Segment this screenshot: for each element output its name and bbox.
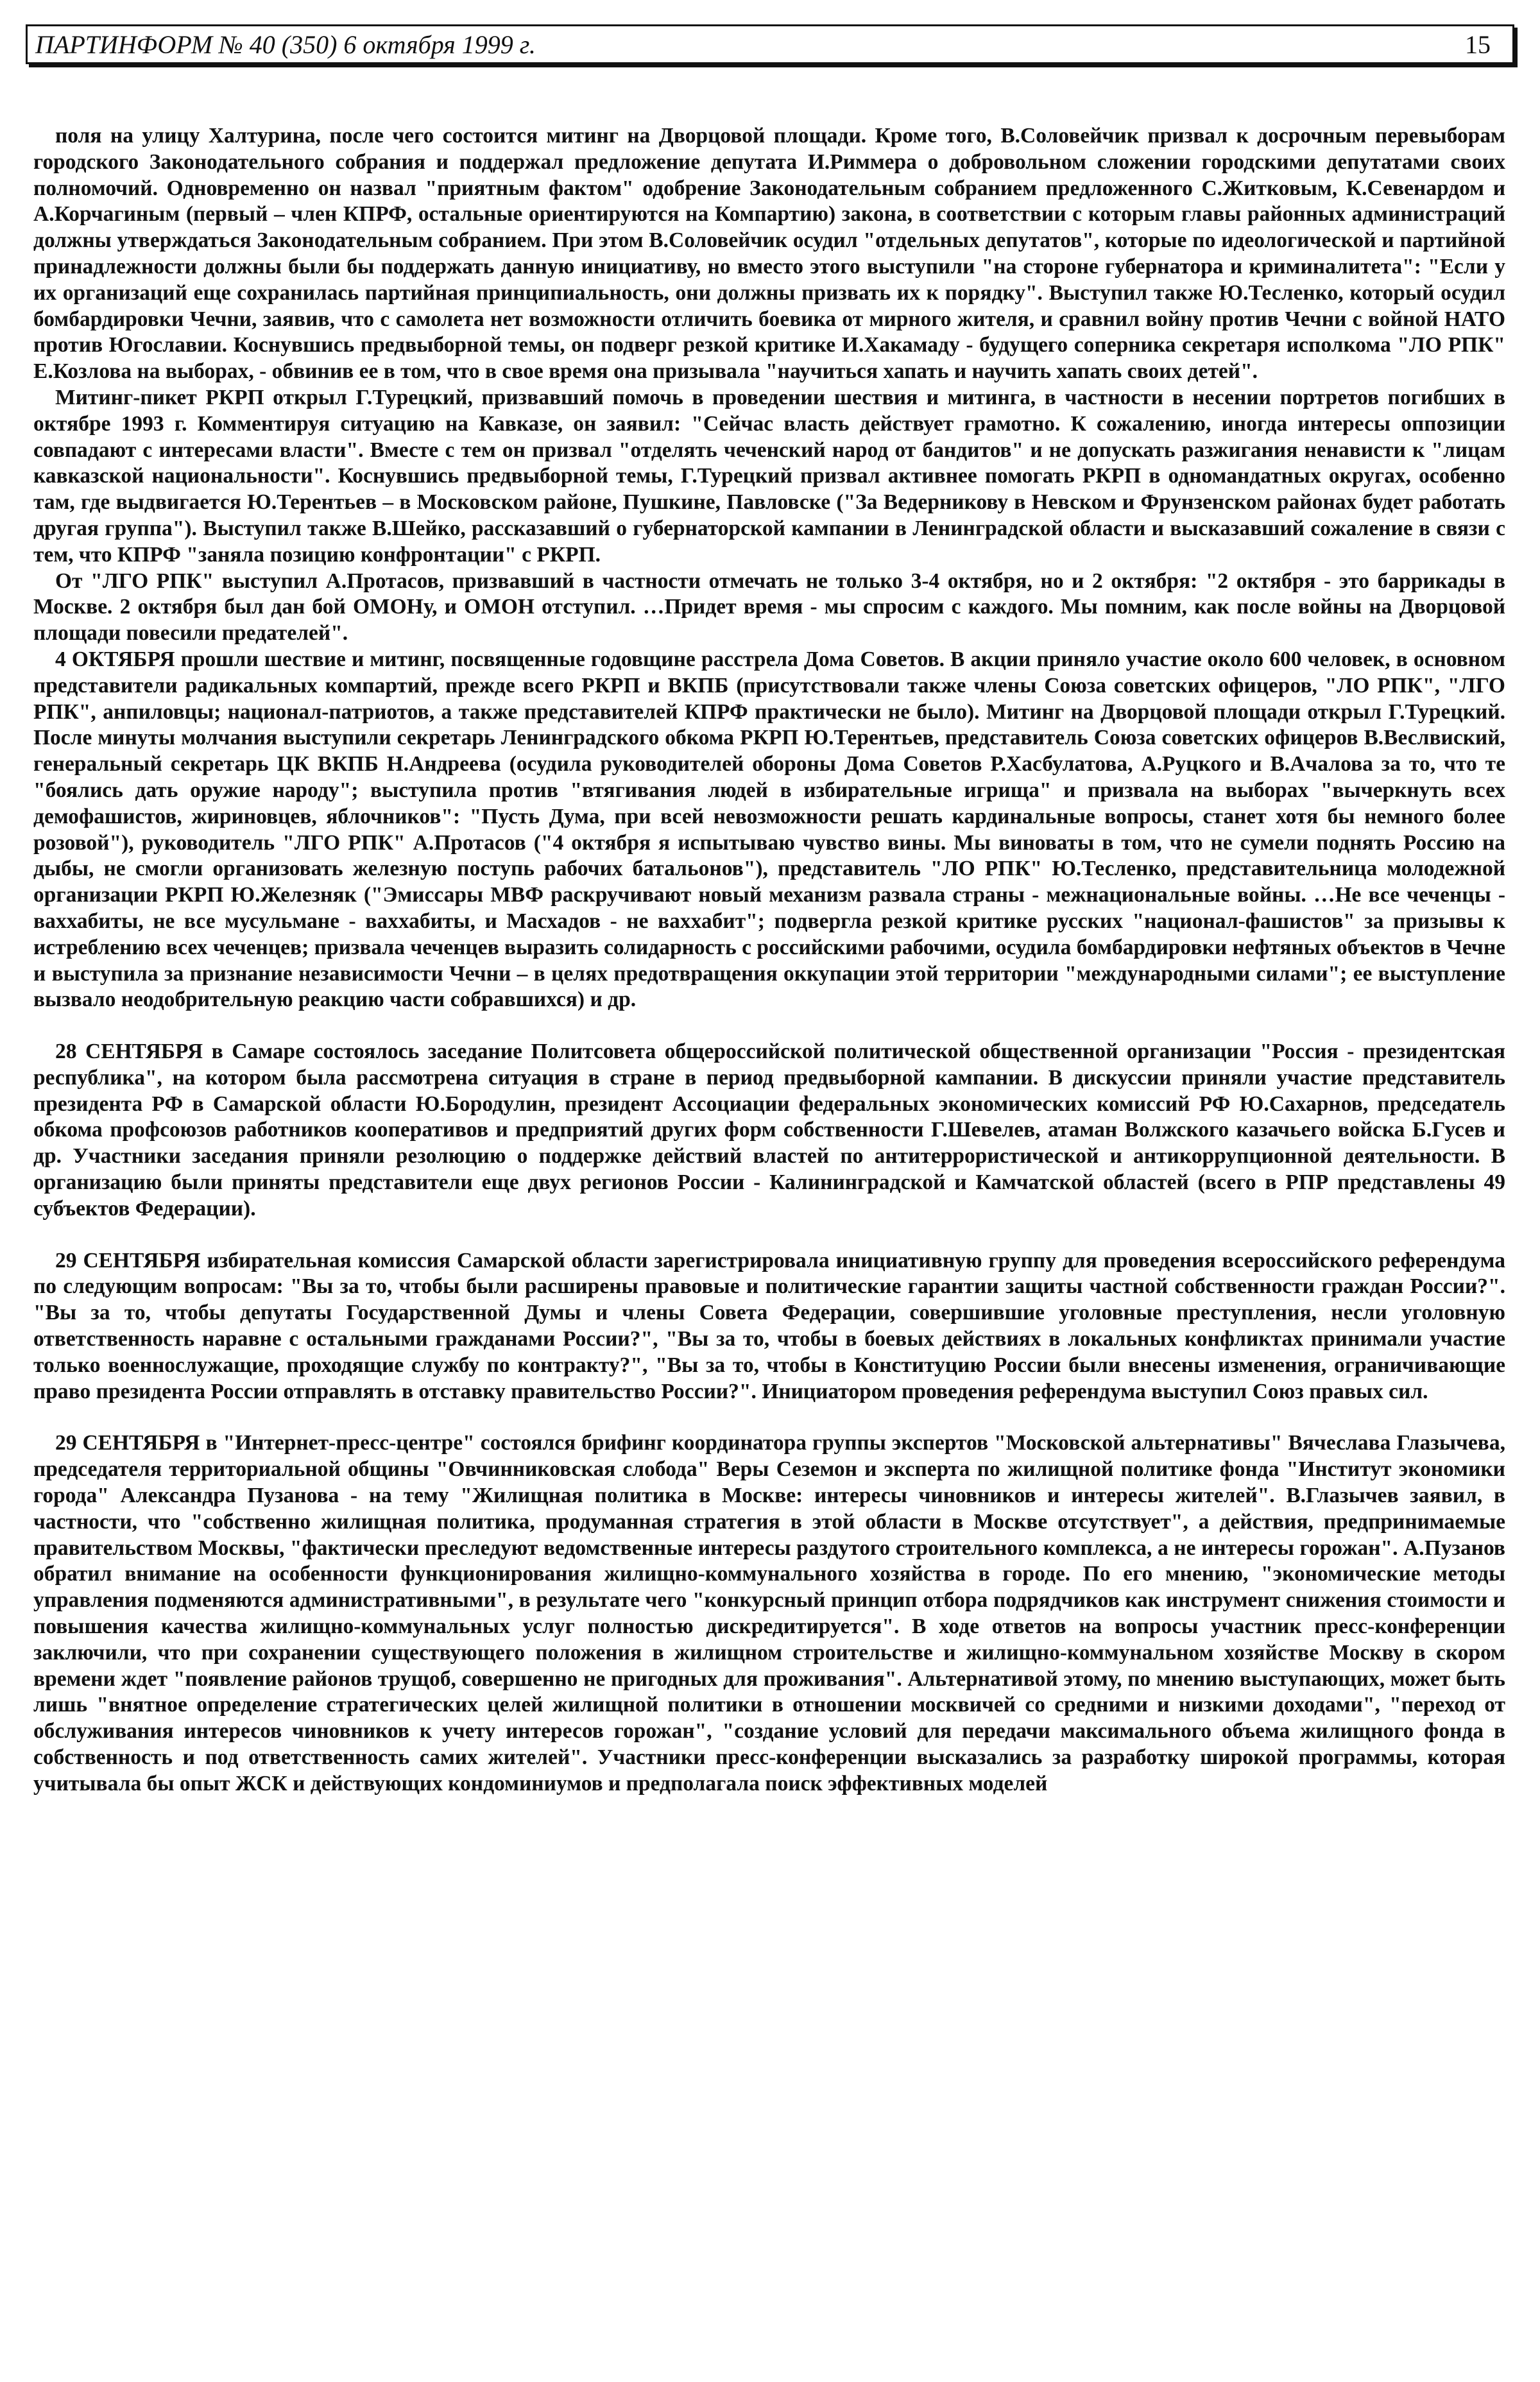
- paragraph: От "ЛГО РПК" выступил А.Протасов, призвавший в частности отмечать не только 3-4 октября, но и 2 октября: "2 октября - это баррикады в Москве. 2 октября был дан бой ОМОНу, и ОМОН отступил. …Придет время - мы спросим с каждого. Мы помним, как после войны на Дворцовой площади повесили предателей".: [33, 569, 1505, 646]
- page-header: [26, 24, 1514, 64]
- paragraph: поля на улицу Халтурина, после чего состоится митинг на Дворцовой площади. Кроме того, В.Соловейчик призвал к досрочным перевыборам городского Законодательного собрания и поддержал предложение депутата И.Риммера о добровольном сложении городскими депутатами своих полномочий. Одновременно он назвал "приятным фактом" одобрение Законодательным собранием предложенного С.Житковым, К.Севенардом и А.Корчагиным (первый – член КПРФ, остальные ориентируются на Компартию) закона, в соответствии с которым главы районных администраций должны утверждаться Законодательным собранием. При этом В.Соловейчик осудил "отдельных депутатов", которые по идеологической и партийной принадлежности должны были бы поддержать данную инициативу, но вместо этого выступили "на стороне губернатора и криминалитета": "Если у их организаций еще сохранилась партийная принципиальность, они должны призвать их к порядку". Выступил также Ю.Тесленко, который осудил бомбардировки Чечни, заявив, что с самолета нет возможности отличить боевика от мирного жителя, и сравнил войну против Чечни с войной НАТО против Югославии. Коснувшись предвыборной темы, он подверг резкой критике И.Хакамаду - будущего соперника секретаря исполкома "ЛО РПК" Е.Козлова на выборах, - обвинив ее в том, что в свое время она призывала "научиться хапать и научить хапать своих детей".: [33, 124, 1505, 384]
- paragraph: 4 ОКТЯБРЯ прошли шествие и митинг, посвященные годовщине расстрела Дома Советов. В акции приняло участие около 600 человек, в основном представители радикальных компартий, прежде всего РКРП и ВКПБ (присутствовали также члены Союза советских офицеров, "ЛО РПК", "ЛГО РПК", анпиловцы; национал-патриотов, а также представителей КПРФ практически не было). Митинг на Дворцовой площади открыл Г.Турецкий. После минуты молчания выступили секретарь Ленинградского обкома РКРП Ю.Терентьев, представитель Союза советских офицеров В.Веслвиский, генеральный секретарь ЦК ВКПБ Н.Андреева (осудила руководителей обороны Дома Советов Р.Хасбулатова, А.Руцкого и В.Ачалова за то, что те "боялись дать оружие народу"; выступила против "втягивания людей в избирательные игрища" и призвала на выборах "вычеркнуть всех демофашистов, жириновцев, яблочников": "Пусть Дума, при всей невозможности решать кардинальные вопросы, станет хотя бы немного более розовой"), руководитель "ЛГО РПК" А.Протасов ("4 октября я испытываю чувство вины. Мы виноваты в том, что не сумели поднять Россию на дыбы, не смогли организовать железную поступь рабочих батальонов"), представитель "ЛО РПК" Ю.Тесленко, представительница молодежной организации РКРП Ю.Железняк ("Эмиссары МВФ раскручивают новый механизм развала страны - межнациональные войны. …Не все чеченцы - ваххабиты, не все мусульмане - ваххабиты, и Масхадов - не ваххабит"; подвергла резкой критике русских "национал-фашистов" за призывы к истреблению всех чеченцев; призвала чеченцев выразить солидарность с российскими рабочими, осудила бомбардировки нефтяных объектов в Чечне и выступила за признание независимости Чечни – в целях предотвращения оккупации этой территории "международными силами"; ее выступление вызвало неодобрительную реакцию части собравшихся) и др.: [33, 647, 1505, 1012]
- article-body: [33, 123, 1505, 1797]
- paragraph: 29 СЕНТЯБРЯ в "Интернет-пресс-центре" состоялся брифинг координатора группы экспертов "Московской альтернативы" Вячеслава Глазычева, председателя территориальной общины "Овчинниковская слобода" Веры Сеземон и эксперта по жилищной политике фонда "Институт экономики города" Александра Пузанова - на тему "Жилищная политика в Москве: интересы чиновников и интересы жителей". В.Глазычев заявил, в частности, что "собственно жилищная политика, продуманная стратегия в этой области в Москве отсутствует", а действия, предпринимаемые правительством Москвы, "фактически преследуют ведомственные интересы раздутого строительного комплекса, а не интересы горожан". А.Пузанов обратил внимание на особенности функционирования жилищно-коммунального хозяйства в городе. По его мнению, "экономические методы управления подменяются административными", в результате чего "конкурсный принцип отбора подрядчиков как инструмент снижения стоимости и повышения качества жилищно-коммунальных услуг полностью дискредитируется". В ходе ответов на вопросы участник пресс-конференции заключили, что при сохранении существующего положения в жилищном строительстве и жилищно-коммунальном хозяйстве Москву в скором времени ждет "появление районов трущоб, совершенно не пригодных для проживания". Альтернативой этому, по мнению выступающих, может быть лишь "внятное определение стратегических целей жилищной политики в отношении москвичей со средними и низкими доходами", "переход от обслуживания интересов чиновников к учету интересов горожан", "создание условий для передачи максимального объема жилищного фонда в собственность и под ответственность самих жителей". Участники пресс-конференции высказались за разработку широкой программы, которая учитывала бы опыт ЖСК и действующих кондоминиумов и предполагала поиск эффективных моделей: [33, 1431, 1505, 1795]
- page-number: 15: [1465, 30, 1491, 59]
- paragraph: 28 СЕНТЯБРЯ в Самаре состоялось заседание Политсовета общероссийской политической общественной организации "Россия - президентская республика", на котором была рассмотрена ситуация в стране в период предвыборной кампании. В дискуссии приняли участие представитель президента РФ в Самарской области Ю.Бородулин, президент Ассоциации федеральных экономических комиссий РФ Ю.Сахарнов, председатель обкома профсоюзов работников кооперативов и предприятий других форм собственности Г.Шевелев, атаман Волжского казачьего войска Б.Гусев и др. Участники заседания приняли резолюцию о поддержке действий властей по антитеррористической и антикоррупционной деятельности. В организацию были приняты представители еще двух регионов России - Калининградской и Камчатской областей (всего в РПР представлены 49 субъектов Федерации).: [33, 1040, 1505, 1221]
- paragraph: Митинг-пикет РКРП открыл Г.Турецкий, призвавший помочь в проведении шествия и митинга, в частности в несении портретов погибших в октябре 1993 г. Комментируя ситуацию на Кавказе, он заявил: "Сейчас власть действует грамотно. К сожалению, иногда интересы оппозиции совпадают с интересами власти". Вместе с тем он призвал "отделять чеченский народ от бандитов" и не допускать разжигания ненависти к "лицам кавказской национальности". Коснувшись предвыборной темы, Г.Турецкий призвал активнее помогать РКРП в одномандатных округах, особенно там, где выдвигается Ю.Терентьев – в Московском районе, Пушкине, Павловске ("За Ведерникову в Невском и Фрунзенском районах будет работать другая группа"). Выступил также В.Шейко, рассказавший о губернаторской кампании в Ленинградской области и высказавший сожаление в связи с тем, что КПРФ "заняла позицию конфронтации" с РКРП.: [33, 385, 1505, 567]
- paragraph: 29 СЕНТЯБРЯ избирательная комиссия Самарской области зарегистрировала инициативную группу для проведения всероссийского референдума по следующим вопросам: "Вы за то, чтобы были расширены правовые и политические гарантии защиты частной собственности граждан России?". "Вы за то, чтобы депутаты Государственной Думы и члены Совета Федерации, совершившие уголовные преступления, несли уголовную ответственность наравне с остальными гражданами России?", "Вы за то, чтобы в боевых действиях в локальных конфликтах принимали участие только военнослужащие, проходящие службу по контракту?", "Вы за то, чтобы в Конституцию России были внесены изменения, ограничивающие право президента России отправлять в отставку правительство России?". Инициатором проведения референдума выступил Союз правых сил.: [33, 1248, 1505, 1403]
- publication-title: ПАРТИНФОРМ № 40 (350) 6 октября 1999 г.: [35, 30, 536, 59]
